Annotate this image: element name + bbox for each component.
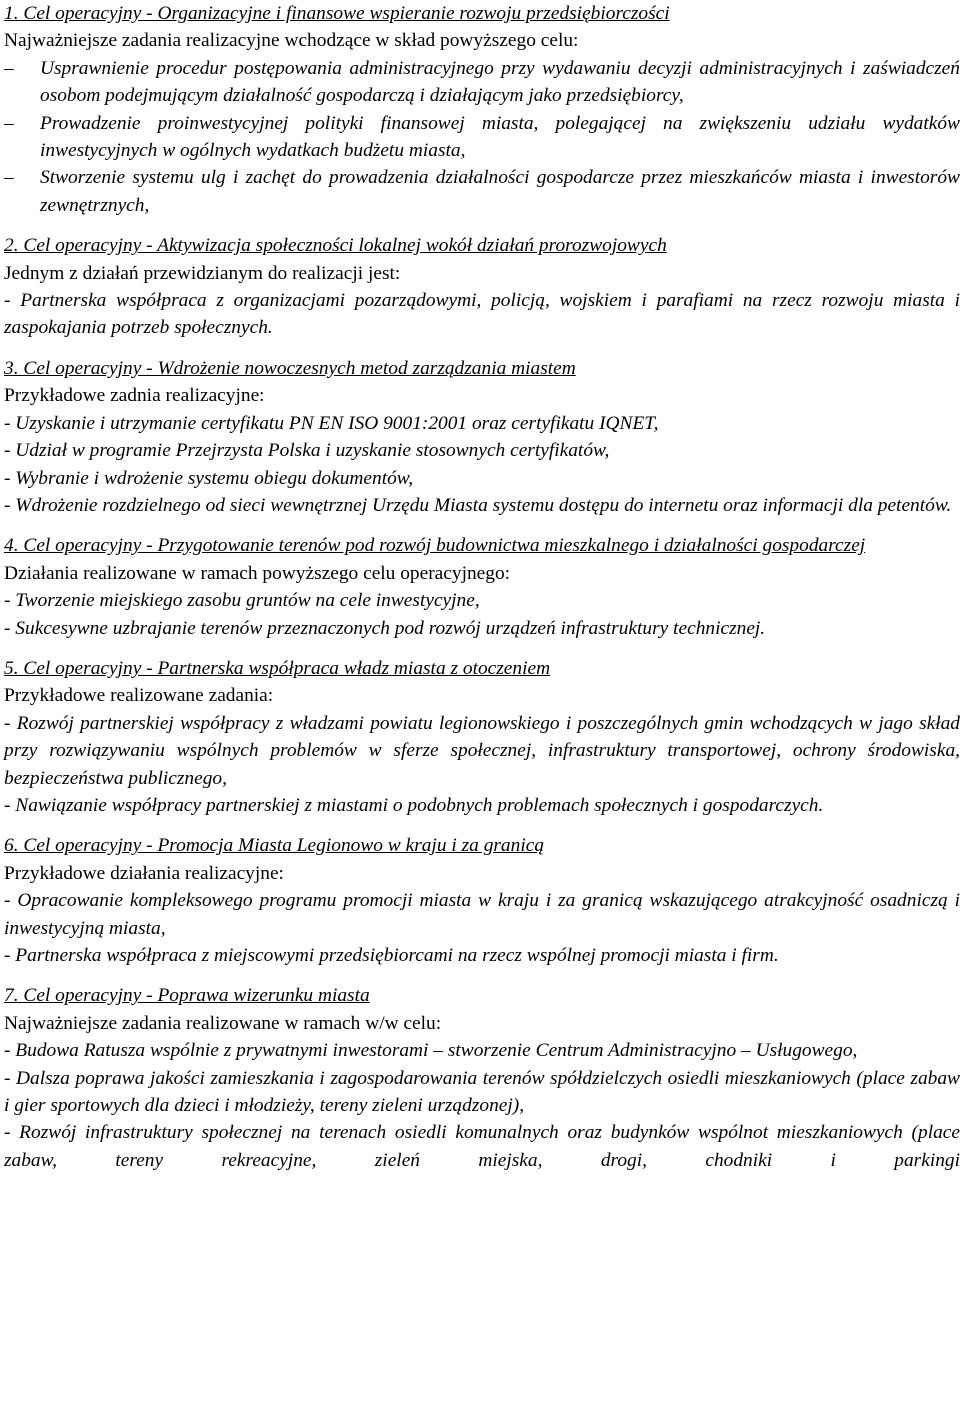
section-intro: Przykładowe realizowane zadania: xyxy=(4,685,274,707)
section-3 xyxy=(4,355,960,519)
section-intro: Działania realizowane w ramach powyższego celu operacyjnego: xyxy=(4,562,511,584)
list-item xyxy=(4,164,960,219)
list-item: - Tworzenie miejskiego zasobu gruntów na cele inwestycyjne, xyxy=(4,590,480,612)
section-intro: Przykładowe działania realizacyjne: xyxy=(4,862,284,884)
list-item-text: Usprawnienie procedur postępowania administracyjnego przy wydawaniu decyzji administracyjnych i zaświadczeń osobom podejmującym działalność gospodarczą i działającym jako przedsiębiorcy, xyxy=(40,57,960,107)
dash-marker: – xyxy=(4,167,14,189)
section-intro: Jednym z działań przewidzianym do realizacji jest: xyxy=(4,262,401,284)
list-item xyxy=(4,110,960,165)
section-1 xyxy=(4,0,960,219)
section-heading: 6. Cel operacyjny - Promocja Miasta Legionowo w kraju i za granicą xyxy=(4,835,545,857)
section-2 xyxy=(4,232,960,342)
list-item: - Opracowanie kompleksowego programu promocji miasta w kraju i za granicą wskazującego atrakcyjność osadniczą i inwestycyjną miasta, xyxy=(4,890,960,939)
list-item xyxy=(4,55,960,110)
section-intro: Najważniejsze zadania realizacyjne wchodzące w skład powyższego celu: xyxy=(4,30,579,52)
dash-marker: – xyxy=(4,57,14,79)
document-page xyxy=(4,0,960,1174)
list-item-text: Prowadzenie proinwestycyjnej polityki finansowej miasta, polegającej na zwiększeniu udziału wydatków inwestycyjnych w ogólnych wydatkach budżetu miasta, xyxy=(40,112,960,162)
section-7 xyxy=(4,982,960,1174)
list-item: - Sukcesywne uzbrajanie terenów przeznaczonych pod rozwój urządzeń infrastruktury technicznej. xyxy=(4,617,766,639)
section-heading: 3. Cel operacyjny - Wdrożenie nowoczesnych metod zarządzania miastem xyxy=(4,357,576,379)
section-5 xyxy=(4,655,960,819)
section-intro: Najważniejsze zadania realizowane w ramach w/w celu: xyxy=(4,1012,442,1034)
list-item: - Nawiązanie współpracy partnerskiej z miastami o podobnych problemach społecznych i gospodarczych. xyxy=(4,794,824,816)
dash-marker: – xyxy=(4,112,14,134)
list-item: - Wdrożenie rozdzielnego od sieci wewnętrznej Urzędu Miasta systemu dostępu do internetu oraz informacji dla petentów. xyxy=(4,494,952,516)
list-item: - Budowa Ratusza wspólnie z prywatnymi inwestorami – stworzenie Centrum Administracyjno – Usługowego, xyxy=(4,1040,858,1062)
section-heading: 7. Cel operacyjny - Poprawa wizerunku miasta xyxy=(4,985,370,1007)
list-item: - Wybranie i wdrożenie systemu obiegu dokumentów, xyxy=(4,467,414,489)
section-heading: 2. Cel operacyjny - Aktywizacja społeczności lokalnej wokół działań prorozwojowych xyxy=(4,235,667,257)
section-heading: 1. Cel operacyjny - Organizacyjne i finansowe wspieranie rozwoju przedsiębiorczości xyxy=(4,3,670,24)
section-heading: 5. Cel operacyjny - Partnerska współpraca władz miasta z otoczeniem xyxy=(4,657,551,679)
list-item: - Rozwój infrastruktury społecznej na terenach osiedli komunalnych oraz budynków wspólnot mieszkaniowych (place zabaw, tereny rekreacyjne, zieleń miejska, drogi, chodniki i parkingi xyxy=(4,1122,960,1171)
section-intro: Przykładowe zadnia realizacyjne: xyxy=(4,385,265,407)
list-item: - Uzyskanie i utrzymanie certyfikatu PN EN ISO 9001:2001 oraz certyfikatu IQNET, xyxy=(4,412,659,434)
list-item-text: Stworzenie systemu ulg i zachęt do prowadzenia działalności gospodarcze przez mieszkańców miasta i inwestorów zewnętrznych, xyxy=(40,167,960,216)
section-4 xyxy=(4,532,960,642)
list-item: - Dalsza poprawa jakości zamieszkania i zagospodarowania terenów spółdzielczych osiedli mieszkaniowych (place zabaw i gier sportowych dla dzieci i młodzieży, tereny zieleni urządzonej), xyxy=(4,1067,960,1117)
section-6 xyxy=(4,832,960,969)
list-item: - Rozwój partnerskiej współpracy z władzami powiatu legionowskiego i poszczególnych gmin wchodzących w jago skład przy rozwiązywaniu wspólnych problemów w sferze społecznej, infrastruktury transportowej, ochrony środowiska, bezpieczeństwa publicznego, xyxy=(4,712,960,789)
list-item: - Udział w programie Przejrzysta Polska i uzyskanie stosownych certyfikatów, xyxy=(4,440,610,462)
section-heading: 4. Cel operacyjny - Przygotowanie terenów pod rozwój budownictwa mieszkalnego i działalności gospodarczej xyxy=(4,535,866,557)
list-item: - Partnerska współpraca z organizacjami pozarządowymi, policją, wojskiem i parafiami na rzecz rozwoju miasta i zaspokajania potrzeb społecznych. xyxy=(4,290,960,339)
list-item: - Partnerska współpraca z miejscowymi przedsiębiorcami na rzecz wspólnej promocji miasta i firm. xyxy=(4,945,779,966)
